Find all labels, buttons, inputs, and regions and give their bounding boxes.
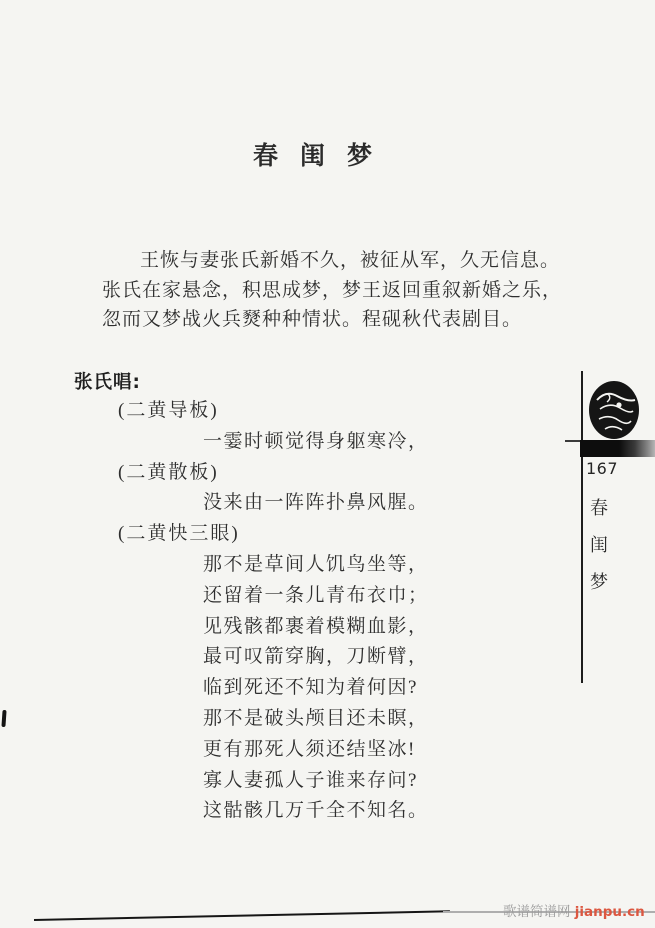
verse-line: 那不是破头颅目还未瞑， xyxy=(203,707,429,729)
page-number: 167 xyxy=(586,459,619,478)
verse-line: 没来由一阵阵扑鼻风腥。 xyxy=(203,492,429,514)
watermark-domain: jianpu.cn xyxy=(574,904,645,920)
page-title: 春闺梦 xyxy=(253,143,395,170)
stanza-marker: (二黄快三眼) xyxy=(118,523,240,545)
verse-line: 临到死还不知为着何因? xyxy=(203,677,418,699)
verse-line: 最可叹箭穿胸，刀断臂， xyxy=(203,646,429,668)
intro-line: 张氏在家悬念，积思成梦，梦王返回重叙新婚之乐， xyxy=(102,279,563,301)
vertical-title-char: 梦 xyxy=(590,572,608,592)
bar-extension-line xyxy=(565,440,581,442)
verse-line: 一霎时顿觉得身躯寒冷， xyxy=(203,430,429,452)
dragon-seal-icon xyxy=(588,380,641,441)
bottom-scan-line xyxy=(34,910,450,921)
verse-line: 见残骸都裹着模糊血影， xyxy=(203,615,429,637)
verse-line: 那不是草间人饥鸟坐等， xyxy=(203,553,429,575)
intro-line: 忽而又梦战火兵燹种种情状。程砚秋代表剧目。 xyxy=(102,309,523,330)
sidebar-divider-line xyxy=(581,371,583,683)
intro-line: 王恢与妻张氏新婚不久，被征从军，久无信息。 xyxy=(140,250,561,271)
verse-line: 寡人妻孤人子谁来存问? xyxy=(203,769,418,791)
verse-line: 还留着一条儿青布衣巾； xyxy=(203,584,429,606)
watermark xyxy=(503,900,645,920)
lyrics-block xyxy=(0,396,560,827)
vertical-title-char: 春 xyxy=(590,498,608,518)
stanza-marker: (二黄导板) xyxy=(118,400,219,421)
vertical-title-char: 闺 xyxy=(590,535,608,555)
verse-line: 这骷骸几万千全不知名。 xyxy=(203,800,429,822)
intro-paragraph xyxy=(102,246,563,335)
singer-label: 张氏唱: xyxy=(74,372,141,393)
black-index-bar xyxy=(580,440,655,457)
verse-line: 更有那死人须还结坚冰! xyxy=(203,738,416,760)
stanza-marker: (二黄散板) xyxy=(118,461,219,483)
watermark-site-name: 歌谱简谱网 xyxy=(503,904,575,920)
